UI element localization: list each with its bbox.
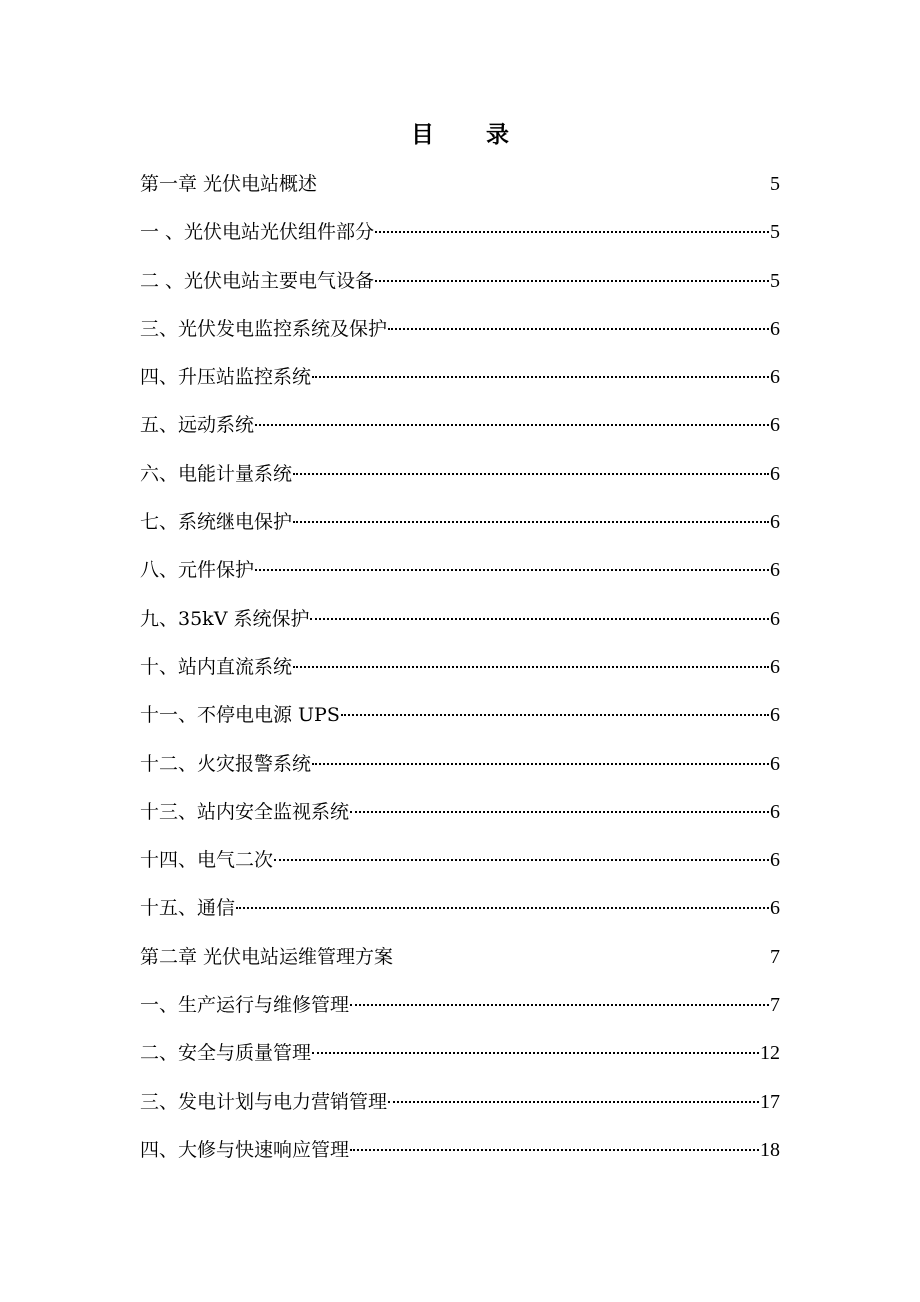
toc-dot-leader	[312, 376, 769, 378]
toc-dot-leader	[375, 280, 769, 282]
toc-entry[interactable]	[140, 601, 780, 649]
toc-dot-leader	[293, 666, 769, 668]
toc-entry-page: 6	[770, 414, 780, 437]
toc-entry-text: 四、升压站监控系统	[140, 366, 312, 389]
toc-entry[interactable]	[140, 794, 780, 842]
toc-entry-text: 三、光伏发电监控系统及保护	[140, 317, 388, 340]
toc-dot-leader	[350, 1004, 769, 1006]
toc-dot-leader	[255, 424, 769, 426]
toc-list	[140, 166, 780, 1180]
toc-entry[interactable]	[140, 1084, 780, 1132]
toc-entry-page: 6	[770, 655, 780, 678]
toc-entry-text: 十一、不停电电源 UPS	[140, 704, 340, 727]
toc-dot-leader	[274, 859, 769, 861]
toc-dot-leader	[388, 328, 769, 330]
toc-entry-page: 7	[770, 994, 780, 1017]
toc-entry-text: 九、35kV 系统保护	[140, 607, 310, 630]
toc-entry-page: 5	[770, 269, 780, 292]
toc-entry[interactable]	[140, 263, 780, 311]
toc-entry[interactable]	[140, 746, 780, 794]
toc-entry-text: 七、系统继电保护	[140, 511, 293, 534]
toc-entry-page: 6	[770, 511, 780, 534]
toc-dot-leader	[310, 618, 769, 620]
toc-entry-text: 一、生产运行与维修管理	[140, 994, 350, 1017]
toc-entry-text: 一 、光伏电站光伏组件部分	[140, 221, 375, 244]
toc-dot-leader	[375, 231, 769, 233]
toc-entry-text: 六、电能计量系统	[140, 462, 293, 485]
toc-entry-page: 6	[770, 317, 780, 340]
toc-entry-text: 第一章 光伏电站概述	[140, 173, 318, 195]
toc-entry[interactable]	[140, 311, 780, 359]
toc-entry-text: 十、站内直流系统	[140, 655, 293, 678]
toc-dot-leader	[293, 521, 769, 523]
toc-dot-leader	[236, 907, 769, 909]
toc-entry[interactable]	[140, 552, 780, 600]
toc-entry[interactable]	[140, 1132, 780, 1180]
toc-entry[interactable]	[140, 939, 780, 987]
toc-title: 目 录	[410, 121, 531, 148]
toc-entry[interactable]	[140, 456, 780, 504]
toc-dot-leader	[312, 1052, 759, 1054]
toc-entry-text: 十四、电气二次	[140, 849, 274, 872]
toc-entry-page: 6	[770, 559, 780, 582]
toc-dot-leader	[293, 473, 769, 475]
toc-entry[interactable]	[140, 166, 780, 214]
toc-entry[interactable]	[140, 214, 780, 262]
toc-entry[interactable]	[140, 1035, 780, 1083]
toc-entry[interactable]	[140, 842, 780, 890]
toc-entry[interactable]	[140, 649, 780, 697]
toc-entry[interactable]	[140, 359, 780, 407]
toc-entry-page: 12	[760, 1042, 780, 1065]
toc-dot-leader	[350, 811, 769, 813]
toc-entry-text: 十三、站内安全监视系统	[140, 800, 350, 823]
toc-entry-page: 17	[760, 1090, 780, 1113]
toc-entry-page: 5	[770, 221, 780, 244]
toc-entry[interactable]	[140, 697, 780, 745]
toc-entry[interactable]	[140, 987, 780, 1035]
toc-dot-leader	[341, 714, 769, 716]
toc-dot-leader	[312, 763, 769, 765]
toc-dot-leader	[255, 569, 769, 571]
toc-entry-text: 第二章 光伏电站运维管理方案	[140, 945, 394, 968]
toc-entry-text: 三、发电计划与电力营销管理	[140, 1090, 388, 1113]
toc-entry-text: 十二、火灾报警系统	[140, 752, 312, 775]
toc-entry-page: 6	[770, 607, 780, 630]
toc-entry-page: 6	[770, 800, 780, 823]
toc-entry[interactable]	[140, 504, 780, 552]
toc-entry-page: 7	[770, 945, 780, 968]
toc-entry-text: 二 、光伏电站主要电气设备	[140, 269, 375, 292]
toc-entry-page: 6	[770, 704, 780, 727]
toc-entry-page: 6	[770, 752, 780, 775]
toc-dot-leader	[388, 1101, 759, 1103]
toc-entry-page: 6	[770, 897, 780, 920]
toc-entry-page: 5	[770, 173, 780, 195]
toc-dot-leader	[350, 1149, 759, 1151]
toc-entry-page: 6	[770, 366, 780, 389]
toc-entry[interactable]	[140, 407, 780, 455]
toc-entry-page: 6	[770, 849, 780, 872]
toc-entry-text: 八、元件保护	[140, 559, 255, 582]
toc-entry-text: 二、安全与质量管理	[140, 1042, 312, 1065]
toc-entry-text: 五、远动系统	[140, 414, 255, 437]
toc-entry-page: 6	[770, 462, 780, 485]
toc-entry[interactable]	[140, 890, 780, 938]
toc-entry-text: 四、大修与快速响应管理	[140, 1138, 350, 1161]
toc-entry-page: 18	[760, 1138, 780, 1161]
toc-entry-text: 十五、通信	[140, 897, 236, 920]
